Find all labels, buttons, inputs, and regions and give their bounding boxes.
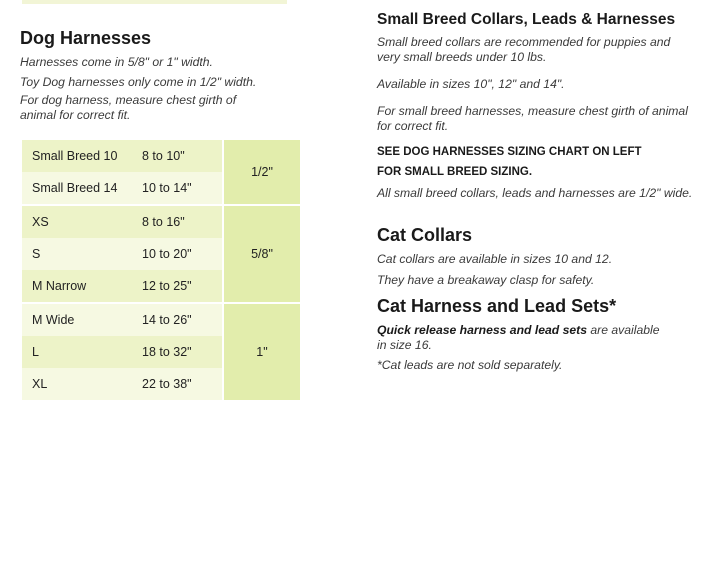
width-cell: 1/2" — [223, 140, 300, 205]
size-range: 8 to 10" — [142, 140, 223, 172]
dog-harnesses-section — [20, 28, 290, 129]
dog-harnesses-title: Dog Harnesses — [20, 28, 152, 48]
cat-collar-sizes-text: Cat collars are available in sizes 10 and 12. — [377, 252, 613, 266]
cat-harness-availability-text: Quick release harness and lead sets are available in size 16. — [377, 323, 660, 352]
table-row — [22, 303, 300, 336]
dog-harness-size-table — [22, 140, 300, 400]
small-breed-section — [377, 11, 717, 201]
cat-collars-title: Cat Collars — [377, 225, 473, 245]
size-name: M Wide — [22, 303, 142, 336]
cat-harness-section — [377, 296, 717, 373]
sizing-chart-note: SEE DOG HARNESSES SIZING CHART ON LEFT FOR SMALL BREED SIZING. — [377, 146, 642, 178]
size-name: S — [22, 238, 142, 270]
width-cell: 5/8" — [223, 205, 300, 303]
width-cell: 1" — [223, 303, 300, 400]
cat-harness-title: Cat Harness and Lead Sets* — [377, 296, 617, 316]
top-color-bar — [22, 0, 287, 4]
size-name: XS — [22, 205, 142, 238]
cat-collars-section — [377, 225, 717, 288]
small-breed-recommend-text: Small breed collars are recommended for puppies and very small breeds under 10 lbs. — [377, 35, 671, 64]
small-breed-title: Small Breed Collars, Leads & Harnesses — [377, 11, 676, 28]
size-range: 22 to 38" — [142, 368, 223, 400]
small-breed-width-text: All small breed collars, leads and harnesses are 1/2" wide. — [377, 186, 693, 200]
table-row — [22, 140, 300, 172]
size-name: Small Breed 10 — [22, 140, 142, 172]
size-range: 18 to 32" — [142, 336, 223, 368]
right-column — [377, 11, 717, 379]
size-name: Small Breed 14 — [22, 172, 142, 205]
small-breed-measure-text: For small breed harnesses, measure chest girth of animal for correct fit. — [377, 104, 688, 133]
size-name: M Narrow — [22, 270, 142, 303]
dog-harness-widths-text: Harnesses come in 5/8" or 1" width. — [20, 55, 213, 69]
size-name: L — [22, 336, 142, 368]
cat-collar-clasp-text: They have a breakaway clasp for safety. — [377, 273, 595, 287]
table-row — [22, 205, 300, 238]
size-range: 12 to 25" — [142, 270, 223, 303]
measure-girth-text: For dog harness, measure chest girth of animal for correct fit. — [20, 93, 237, 122]
size-range: 10 to 20" — [142, 238, 223, 270]
size-range: 8 to 16" — [142, 205, 223, 238]
toy-dog-widths-text: Toy Dog harnesses only come in 1/2" width. — [20, 75, 257, 89]
size-range: 10 to 14" — [142, 172, 223, 205]
cat-leads-note: *Cat leads are not sold separately. — [377, 358, 563, 372]
size-range: 14 to 26" — [142, 303, 223, 336]
size-name: XL — [22, 368, 142, 400]
small-breed-sizes-text: Available in sizes 10", 12" and 14". — [377, 77, 565, 91]
